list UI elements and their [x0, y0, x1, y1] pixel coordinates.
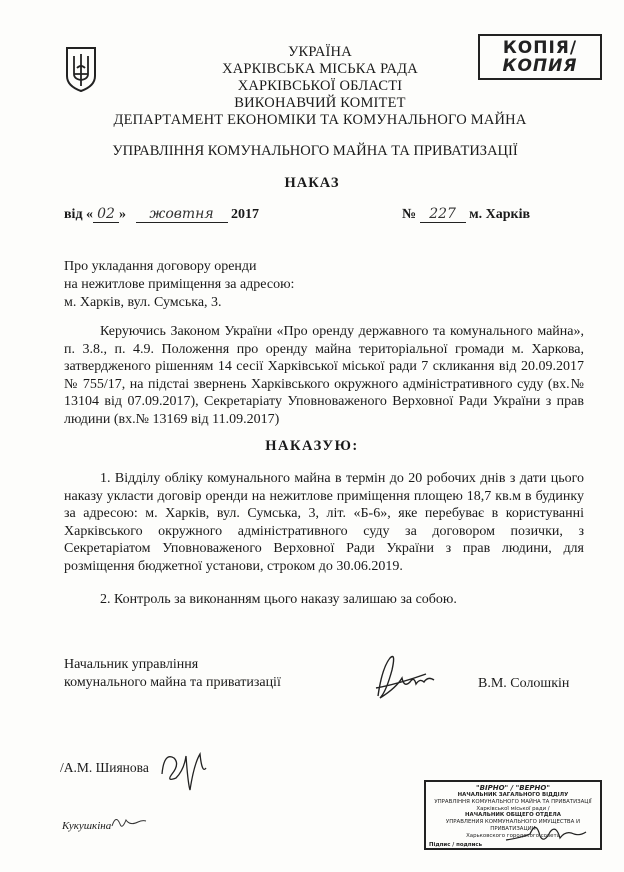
cert-line: НАЧАЛЬНИК ОБЩЕГО ОТДЕЛА	[465, 812, 561, 819]
cert-title: "ВІРНО" / "ВЕРНО"	[476, 784, 550, 792]
decree-heading: НАКАЗУЮ:	[265, 438, 359, 454]
signatory-position	[64, 656, 281, 692]
cert-line: Харківської міської ради /	[476, 805, 550, 812]
cert-signature-label: Підпис / подпись	[429, 841, 483, 848]
order-city: м. Харків	[469, 207, 531, 222]
note-signature	[108, 812, 148, 832]
cert-line: НАЧАЛЬНИК ЗАГАЛЬНОГО ВІДДІЛУ	[457, 792, 569, 798]
order-year: 2017	[231, 207, 260, 222]
signatory-name: В.М. Солошкін	[478, 676, 570, 691]
order-number: 227	[420, 206, 466, 223]
order-date-line: від « 02 » жовтня 2017 № 227 м. Харків	[64, 206, 531, 222]
header-committee: ВИКОНАВЧИЙ КОМІТЕТ	[234, 95, 406, 111]
cert-signature	[500, 810, 590, 850]
handwritten-note: Кукушкіна	[62, 820, 112, 832]
subject-line: на нежитлове приміщення за адресою:	[64, 277, 295, 292]
header-country: УКРАЇНА	[288, 44, 352, 60]
header-region: ХАРКІВСЬКОЇ ОБЛАСТІ	[237, 78, 403, 94]
preamble-paragraph: Керуючись Законом України «Про оренду державного та комунального майна», п. 3.8., п. 4.9. Положення про оренду майна територіальної громади м. Харкова, затвердженого рішенням 14 сесії Харківської міської ради 7 скликання від 20.09.2017 № 755/17, на підстаі звернень Харківського окружного адміністративного суду (вх.№ 13104 від 07.09.2017), Секретаріату Уповноваженого Верховної Ради України з прав людини (вх.№ 13169 від 11.09.2017)	[64, 324, 584, 427]
header-department: ДЕПАРТАМЕНТ ЕКОНОМІКИ ТА КОМУНАЛЬНОГО МАЙНА	[113, 112, 527, 128]
cert-line: УПРАВЛІННЯ КОМУНАЛЬНОГО МАЙНА ТА ПРИВАТИЗАЦІЇ	[434, 798, 592, 805]
document-type: НАКАЗ	[284, 175, 340, 191]
copy-stamp-line1: КОПІЯ/	[502, 38, 578, 58]
order-month: жовтня	[136, 206, 228, 223]
decree-item-1: 1. Відділу обліку комунального майна в термін до 20 робочих днів з дати цього наказу укласти договір оренди на нежитлове приміщення площею 18,7 кв.м в будинку за адресою: м. Харків, вул. Сумська, 3, літ. «Б-6», яке перебуває в користуванні Харківського окружного адміністративного суду за договором позички, з Секретаріатом Уповноваженого Верховної Ради України з прав людини, для розміщення бюджетної установи, строком до 30.06.2019.	[64, 471, 584, 574]
order-day: 02	[93, 206, 119, 223]
date-from-label: від «	[64, 207, 94, 222]
handwritten-signature	[368, 648, 448, 708]
cert-line: УПРАВЛЕНИЯ КОММУНАЛЬНОГО ИМУЩЕСТВА И ПРИВАТИЗАЦИИ	[445, 819, 581, 832]
decree-item-2: 2. Контроль за виконанням цього наказу залишаю за собою.	[100, 592, 457, 607]
department-title: УПРАВЛІННЯ КОМУНАЛЬНОГО МАЙНА ТА ПРИВАТИЗАЦІЇ	[112, 143, 518, 159]
copy-stamp-line2: КОПИЯ	[502, 56, 578, 76]
subject-line: м. Харків, вул. Сумська, 3.	[64, 295, 222, 310]
header-council: ХАРКІВСЬКА МІСЬКА РАДА	[222, 61, 418, 77]
number-label: №	[402, 207, 417, 222]
executor-name: /А.М. Шиянова	[60, 760, 149, 775]
position-line2: комунального майна та приватизації	[64, 675, 281, 690]
subject-line: Про укладання договору оренди	[64, 259, 257, 274]
position-line1: Начальник управління	[64, 657, 199, 672]
letterhead	[110, 44, 530, 129]
cert-line: Харьковского городского совета	[466, 832, 560, 839]
executor-signature	[156, 744, 216, 794]
trident-emblem-icon	[64, 46, 98, 92]
order-subject	[64, 258, 294, 312]
